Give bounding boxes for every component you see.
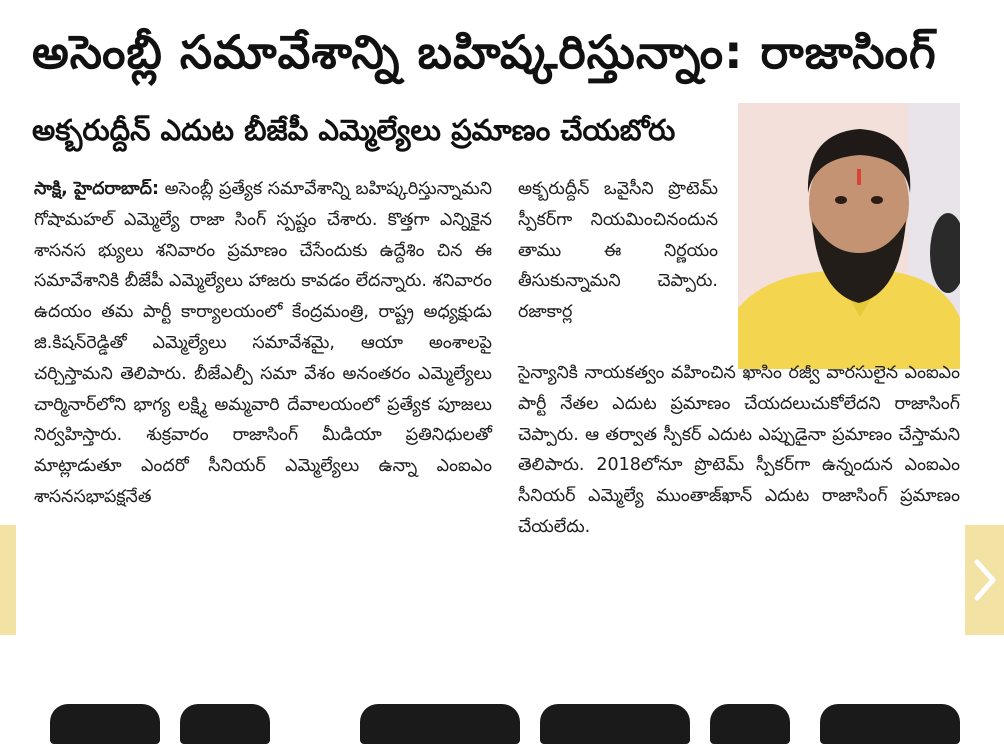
column-2-bottom-text: సైన్యానికి నాయకత్వం వహించిన ఖాసిం రజ్వీ వారసులైన ఎంఐఎం పార్టీ నేతల ఎదుట ప్రమాణం చేయదలుచుకోలేదని రాజాసింగ్ చెప్పారు. ఆ తర్వాత స్పీకర్ ఎదుట ఎప్పుడైనా ప్రమాణం చేస్తామని తెలిపారు. 2018లోనూ ప్రొటెమ్ స్పీకర్‌గా ఉన్నందున ఎంఐఎం సీనియర్ ఎమ్మెల్యే ముంతాజ్‌ఖాన్ ఎదుట రాజాసింగ్ ప్రమాణం చేయలేదు. (518, 363, 960, 537)
article-column-2-bottom (518, 358, 960, 543)
subheadline: అక్బరుద్దీన్ ఎదుట బీజేపీ ఎమ్మెల్యేలు ప్రమాణం చేయబోరు (32, 113, 676, 147)
article-column-2-top (518, 174, 718, 328)
article-photo (738, 103, 960, 369)
next-article-preview (30, 690, 980, 750)
headline: అసెంబ్లీ సమావేశాన్ని బహిష్కరిస్తున్నాం: రాజాసింగ్ (32, 25, 937, 79)
article-column-1 (34, 174, 492, 513)
column-2-top-text: అక్బరుద్దీన్ ఒవైసీని ప్రొటెమ్ స్పీకర్‌గా నియమించినందున తాము ఈ నిర్ణయం తీసుకున్నామని చెప్పారు. రజాకార్ల (518, 179, 718, 323)
previous-page-button[interactable] (0, 525, 16, 635)
column-1-text: అసెంబ్లీ ప్రత్యేక సమావేశాన్ని బహిష్కరిస్తున్నామని గోషామహల్ ఎమ్మెల్యే రాజా సింగ్ స్పష్టం చేశారు. కొత్తగా ఎన్నికైన శాసనస భ్యులు శనివారం ప్రమాణం చేసేందుకు ఉద్దేశిం చిన ఈ సమావేశానికి బీజేపీ ఎమ్మెల్యేలు హాజరు కావడం లేదన్నారు. శనివారం ఉదయం తమ పార్టీ కార్యాలయంలో కేంద్రమంత్రి, రాష్ట్ర అధ్యక్షుడు జి.కిషన్‌రెడ్డితో ఎమ్మెల్యేలు సమావేశమై, ఆయా అంశాలపై చర్చిస్తామని తెలిపారు. బీజేఎల్పీ సమా వేశం అనంతరం ఎమ్మెల్యేలు చార్మినార్‌లోని భాగ్య లక్ష్మి అమ్మవారి దేవాలయంలో ప్రత్యేక పూజలు నిర్వహిస్తారు. శుక్రవారం రాజాసింగ్ మీడియా ప్రతినిధులతో మాట్లాడుతూ ఎందరో సీనియర్ ఎమ్మెల్యేలు ఉన్నా ఎంఐఎం శాసనసభాపక్షనేత (34, 179, 493, 507)
next-page-button[interactable] (965, 525, 1004, 635)
person-portrait-icon (738, 103, 960, 369)
chevron-right-icon (971, 558, 999, 602)
dateline: సాక్షి, హైదరాబాద్: (34, 179, 159, 199)
